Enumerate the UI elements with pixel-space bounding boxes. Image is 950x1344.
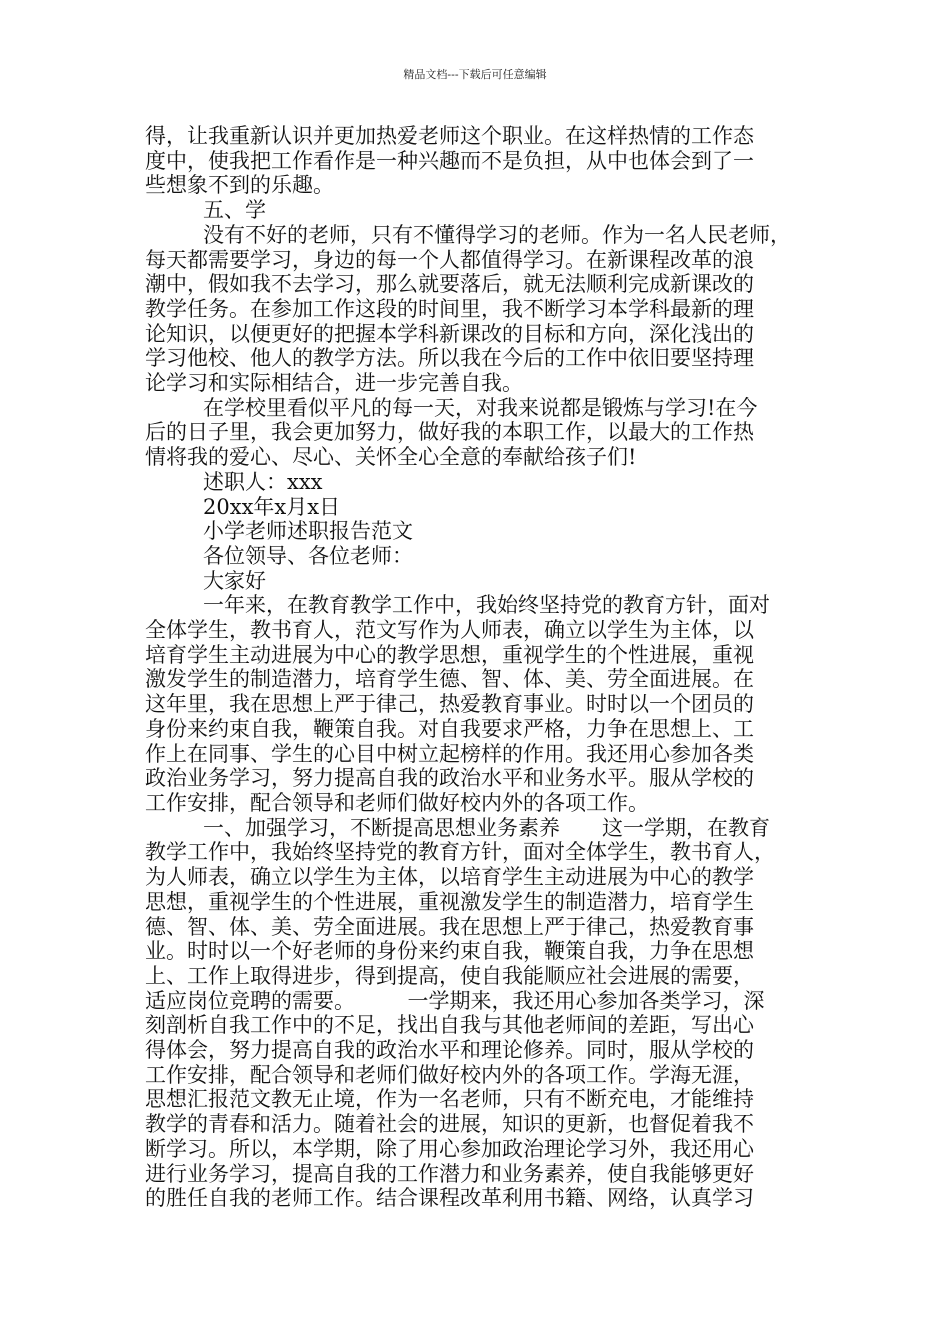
text-line: 激发学生的制造潜力，培育学生德、智、体、美、劳全面进展。在 [145,667,754,692]
text-line: 没有不好的老师，只有不懂得学习的老师。作为一名人民老师， [203,222,791,247]
text-line: 全体学生，教书育人，范文写作为人师表，确立以学生为主体，以 [145,618,754,643]
text-line: 为人师表，确立以学生为主体，以培育学生主动进展为中心的教学 [145,865,754,890]
text-line: 在学校里看似平凡的每一天，对我来说都是锻炼与学习!在今 [203,395,758,420]
text-line: 情将我的爱心、尽心、关怀全心全意的奉献给孩子们! [145,445,637,470]
text-line: 刻剖析自我工作中的不足，找出自我与其他老师间的差距，写出心 [145,1013,754,1038]
text-line: 学习他校、他人的教学方法。所以我在今后的工作中依旧要坚持理 [145,346,754,371]
text-line: 作上在同事、学生的心目中树立起榜样的作用。我还用心参加各类 [145,741,754,766]
text-line: 教学工作中，我始终坚持党的教育方针，面对全体学生，教书育人， [145,840,775,865]
text-line: 论学习和实际相结合，进一步完善自我。 [145,371,523,396]
text-line: 政治业务学习，努力提高自我的政治水平和业务水平。服从学校的 [145,766,754,791]
text-line: 小学老师述职报告范文 [203,519,413,544]
text-line: 教学的青春和活力。随着社会的进展，知识的更新，也督促着我不 [145,1112,754,1137]
text-line: 培育学生主动进展为中心的教学思想，重视学生的个性进展，重视 [145,642,754,667]
text-line: 断学习。所以，本学期，除了用心参加政治理论学习外，我还用心 [145,1136,754,1161]
text-line: 每天都需要学习，身边的每一个人都值得学习。在新课程改革的浪 [145,247,754,272]
text-line: 潮中，假如我不去学习，那么就要落后，就无法顺利完成新课改的 [145,272,754,297]
text-line: 教学任务。在参加工作这段的时间里，我不断学习本学科最新的理 [145,296,754,321]
text-line: 身份来约束自我，鞭策自我。对自我要求严格，力争在思想上、工 [145,716,754,741]
text-line: 这年里，我在思想上严于律己，热爱教育事业。时时以一个团员的 [145,692,754,717]
text-line: 业。时时以一个好老师的身份来约束自我，鞭策自我，力争在思想 [145,939,754,964]
text-line: 得，让我重新认识并更加热爱老师这个职业。在这样热情的工作态 [145,124,754,148]
text-line: 论知识，以便更好的把握本学科新课改的目标和方向，深化浅出的 [145,321,754,346]
text-line: 20xx年x月x日 [203,494,341,519]
text-line: 工作安排，配合领导和老师们做好校内外的各项工作。 [145,790,649,815]
text-line: 适应岗位竞聘的需要。 一学期来，我还用心参加各类学习，深 [145,988,765,1013]
text-line: 一年来，在教育教学工作中，我始终坚持党的教育方针，面对 [203,593,770,618]
text-line: 后的日子里，我会更加努力，做好我的本职工作，以最大的工作热 [145,420,754,445]
text-line: 德、智、体、美、劳全面进展。我在思想上严于律己，热爱教育事 [145,914,754,939]
text-line: 大家好 [203,568,266,593]
text-line: 五、学 [203,198,266,223]
document-body [145,124,813,1211]
text-line: 思想汇报范文教无止境，作为一名老师，只有不断充电，才能维持 [145,1087,754,1112]
text-line: 些想象不到的乐趣。 [145,173,334,198]
text-line: 思想，重视学生的个性进展，重视激发学生的制造潜力，培育学生 [145,889,754,914]
text-line: 得体会，努力提高自我的政治水平和理论修养。同时，服从学校的 [145,1038,754,1063]
text-line: 进行业务学习，提高自我的工作潜力和业务素养，使自我能够更好 [145,1161,754,1186]
text-line: 度中，使我把工作看作是一种兴趣而不是负担，从中也体会到了一 [145,148,754,173]
text-line: 各位领导、各位老师： [203,543,413,568]
text-line: 述职人：xxx [203,469,323,494]
text-line: 工作安排，配合领导和老师们做好校内外的各项工作。学海无涯， [145,1062,754,1087]
text-line: 的胜任自我的老师工作。结合课程改革利用书籍、网络，认真学习 [145,1186,754,1211]
page-header: 精品文档---下载后可任意编辑 [403,68,547,81]
text-line: 一、加强学习，不断提高思想业务素养 这一学期，在教育 [203,815,770,840]
text-line: 上、工作上取得进步，得到提高，使自我能顺应社会进展的需要， [145,963,754,988]
